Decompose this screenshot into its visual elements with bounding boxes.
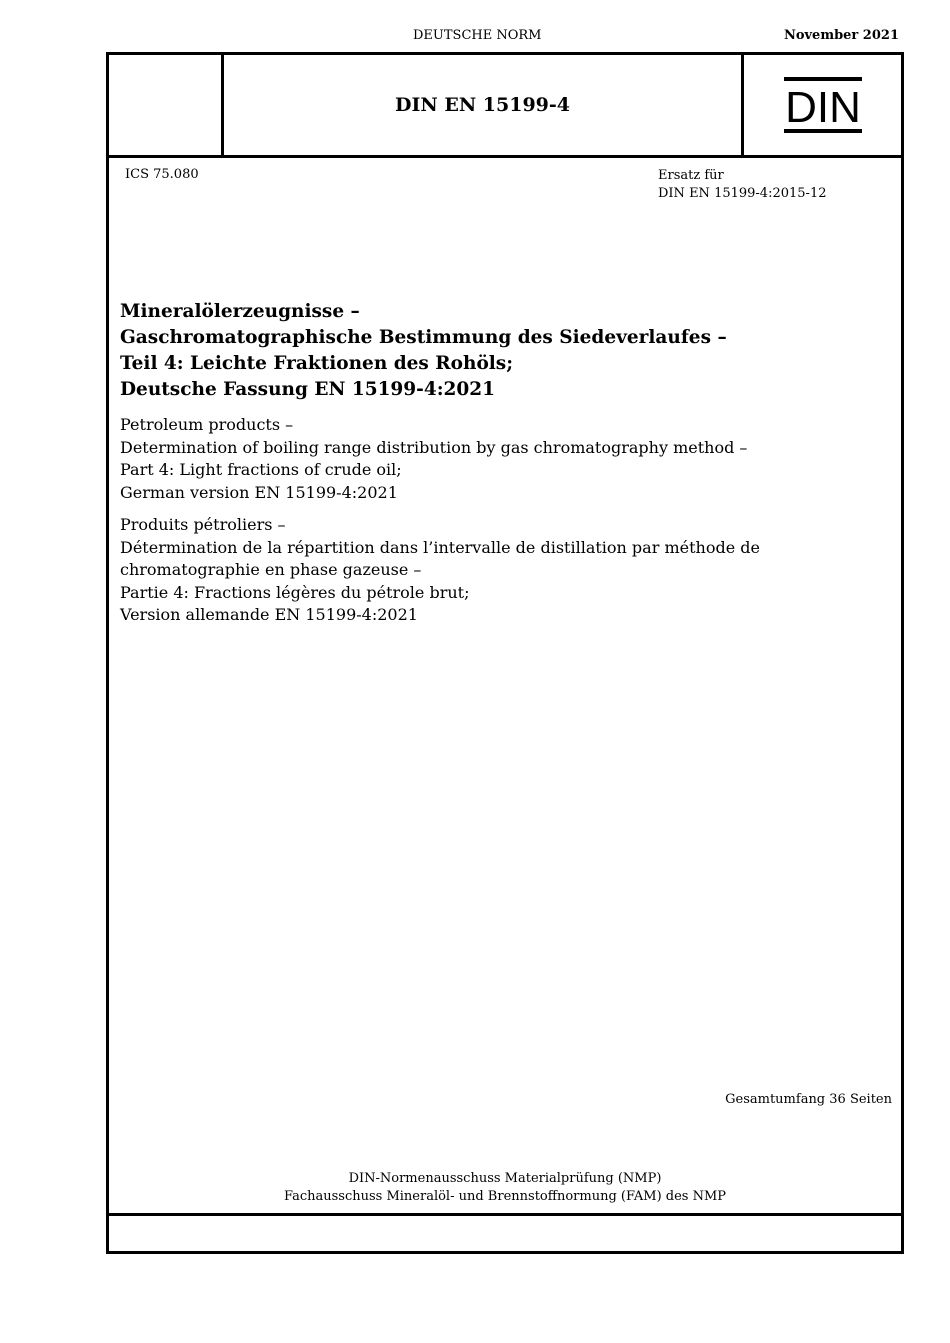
title-french-line: Produits pétroliers – [120, 515, 286, 534]
replaces-block [658, 167, 826, 203]
ics-code: ICS 75.080 [125, 167, 199, 182]
document-frame [106, 52, 904, 1254]
title-german-line: Mineralölerzeugnisse – [120, 301, 360, 322]
header-left-cell [109, 55, 224, 155]
committee-line: Fachausschuss Mineralöl- und Brennstoffnormung (FAM) des NMP [283, 1189, 727, 1204]
title-english-line: Part 4: Light fractions of crude oil; [120, 460, 402, 479]
title-french-line: chromatographie en phase gazeuse – [120, 560, 422, 579]
title-french-line: Partie 4: Fractions légères du pétrole brut; [120, 582, 470, 602]
din-logo-text: DIN [784, 83, 861, 132]
title-german-line: Gaschromatographische Bestimmung des Siedeverlaufes – [120, 327, 727, 348]
header-row [109, 55, 901, 158]
total-pages: Gesamtumfang 36 Seiten [725, 1092, 892, 1107]
title-english-line: Petroleum products – [120, 415, 294, 434]
committee-line: DIN-Normenausschuss Materialprüfung (NMP) [348, 1171, 662, 1186]
committee-block [109, 1170, 901, 1206]
standard-number: DIN EN 15199-4 [224, 55, 744, 155]
publication-date: November 2021 [783, 28, 899, 43]
footer-divider [109, 1213, 901, 1216]
title-english-line: German version EN 15199-4:2021 [120, 482, 398, 502]
title-french-line: Détermination de la répartition dans l’intervalle de distillation par méthode de [120, 537, 760, 557]
title-german [120, 299, 727, 403]
title-german-line: Teil 4: Leichte Fraktionen des Rohöls; [120, 353, 514, 374]
title-english [120, 414, 747, 504]
din-logo [744, 55, 901, 155]
title-french [120, 514, 760, 627]
norm-type-label: DEUTSCHE NORM [413, 28, 542, 43]
replaces-label: Ersatz für [658, 168, 724, 183]
din-logo-icon [784, 77, 862, 133]
title-english-line: Determination of boiling range distribution by gas chromatography method – [120, 437, 748, 457]
title-french-line: Version allemande EN 15199-4:2021 [120, 605, 418, 624]
title-german-line: Deutsche Fassung EN 15199-4:2021 [120, 379, 496, 400]
replaces-value: DIN EN 15199-4:2015-12 [658, 186, 827, 201]
